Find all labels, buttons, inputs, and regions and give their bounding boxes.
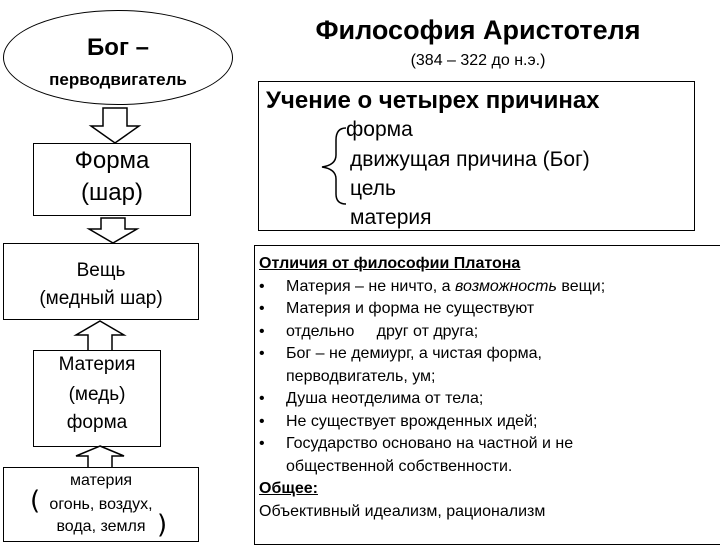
thing-example-label: (медный шар) [39,288,163,309]
differences-heading: Отличия от философии Платона [259,255,521,272]
elements-line-1: огонь, воздух, [49,496,153,513]
item5-text: Душа неотделима от тела; [286,390,484,407]
common-heading: Общее: [259,480,318,497]
list-item [259,388,714,411]
list-item [259,433,714,478]
item1-emphasis: возможность [454,277,557,295]
form-shape-label: (шар) [81,179,143,206]
arrow-up-icon [75,321,125,351]
bullet-icon: • [259,412,265,430]
bullet-icon: • [259,390,265,407]
causes-heading: Учение о четырех причинах [266,87,600,114]
arrow-up-icon [75,446,125,468]
list-item [259,321,714,344]
god-subtitle: перводвигатель [49,70,187,89]
item7-line2: общественной собственности. [286,457,513,475]
form-label: Форма [74,147,150,174]
item4-line1: Бог – не демиург, а чистая форма, [286,345,542,362]
matter-label: Материя [58,354,136,375]
elements-line-2: вода, земля [56,518,146,535]
item1-end: вещи; [556,277,606,295]
bullet-icon: • [259,322,265,340]
item7-line1: Государство основано на частной и не [286,435,574,452]
differences-list [259,276,714,479]
page-title: Философия Аристотеля [315,15,641,45]
bullet-icon: • [259,435,265,452]
bullet-icon: • [259,277,265,295]
paren-close: ) [157,510,168,540]
cause-item-moving: движущая причина (Бог) [350,148,590,171]
item3-text: отдельно друг от друга; [286,322,479,340]
item6-text: Не существует врожденных идей; [286,412,538,430]
list-item [259,411,714,434]
list-item [259,343,714,388]
cause-item-form: форма [346,118,413,141]
matter-example-label: (медь) [68,384,126,405]
paren-open: ( [30,486,41,516]
cause-item-matter: материя [350,206,432,229]
list-item [259,276,714,299]
matter-form-label: форма [66,412,128,433]
dates-subtitle: (384 – 322 до н.э.) [410,52,546,69]
thing-label: Вещь [76,260,126,281]
bullet-icon: • [259,345,265,362]
item4-line2: перводвигатель, ум; [286,367,436,385]
god-title: Бог – [87,34,149,61]
list-item [259,298,714,321]
differences-content [259,253,714,523]
item2-text: Материя и форма не существуют [286,300,535,317]
bullet-icon: • [259,300,265,317]
arrow-down-icon [90,108,140,144]
item1-text: Материя – не ничто, а [286,277,455,295]
cause-item-goal: цель [350,177,396,200]
materia-label: материя [69,472,133,489]
common-text: Объективный идеализм, рационализм [259,502,546,520]
arrow-down-icon [88,218,138,244]
